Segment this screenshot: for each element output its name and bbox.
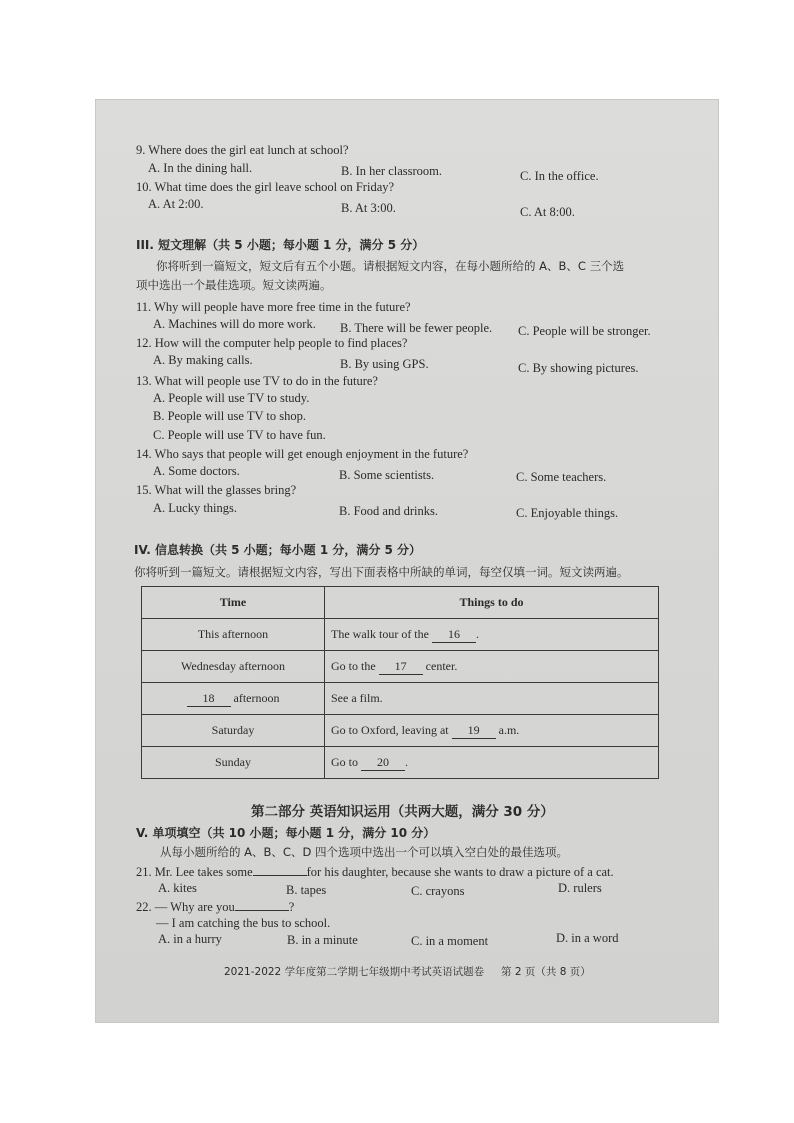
q12-option-c: C. By showing pictures. <box>518 361 639 375</box>
q22-option-c: C. in a moment <box>411 934 489 948</box>
todo-text-post: center. <box>425 658 458 673</box>
q21-option-c: C. crayons <box>411 884 465 898</box>
section-3-instructions-line1: 你将听到一篇短文，短文后有五个小题。请根据短文内容，在每小题所给的 A、B、C 三个选 <box>156 259 625 273</box>
q22-blank <box>235 898 289 911</box>
todo-text-post: . <box>475 626 479 641</box>
question-15: 15. What will the glasses bring? <box>136 483 297 497</box>
q13-option-a: A. People will use TV to study. <box>153 391 310 405</box>
question-10: 10. What time does the girl leave school on Friday? <box>136 180 395 194</box>
q15-option-b: B. Food and drinks. <box>339 504 438 518</box>
q22-text-post: ? <box>288 900 295 914</box>
section-5-instructions: 从每小题所给的 A、B、C、D 四个选项中选出一个可以填入空白处的最佳选项。 <box>160 845 568 859</box>
table-header-row <box>142 587 659 619</box>
column-header-things-to-do: Things to do <box>325 587 659 619</box>
question-13: 13. What will people use TV to do in the future? <box>136 374 378 388</box>
question-9: 9. Where does the girl eat lunch at school? <box>136 143 349 157</box>
todo-cell: See a film. <box>325 683 659 715</box>
q13-option-c: C. People will use TV to have fun. <box>153 428 326 442</box>
time-cell: Wednesday afternoon <box>142 651 325 683</box>
q12-option-a: A. By making calls. <box>153 353 253 367</box>
todo-text-post: . <box>405 754 408 769</box>
q10-option-a: A. At 2:00. <box>148 197 204 211</box>
todo-cell <box>325 715 659 747</box>
q14-option-a: A. Some doctors. <box>153 464 240 478</box>
part-2-title: 第二部分 英语知识运用（共两大题，满分 30 分） <box>251 804 554 820</box>
question-11: 11. Why will people have more free time in the future? <box>136 300 411 314</box>
q11-option-b: B. There will be fewer people. <box>340 321 493 335</box>
q10-option-c: C. At 8:00. <box>520 205 575 219</box>
todo-text-post: a.m. <box>498 722 520 737</box>
q9-option-b: B. In her classroom. <box>341 164 443 178</box>
q9-option-c: C. In the office. <box>520 169 599 183</box>
todo-text: Go to Oxford, leaving at <box>331 722 449 737</box>
question-21 <box>136 863 614 880</box>
section-5-title: V. 单项填空（共 10 小题；每小题 1 分，满分 10 分） <box>136 826 436 840</box>
todo-text: Go to <box>331 754 358 769</box>
todo-cell <box>325 651 659 683</box>
q21-text-post: for his daughter, because she wants to draw a picture of a cat. <box>306 865 614 879</box>
table-row <box>142 747 659 779</box>
blank-19: 19 <box>452 723 496 739</box>
q22-option-b: B. in a minute <box>287 933 358 947</box>
question-22 <box>136 898 294 915</box>
q22-option-a: A. in a hurry <box>158 932 222 946</box>
time-cell: Sunday <box>142 747 325 779</box>
table-row <box>142 715 659 747</box>
todo-cell <box>325 747 659 779</box>
question-14: 14. Who says that people will get enough enjoyment in the future? <box>136 447 469 461</box>
footer-exam-title: 2021-2022 学年度第二学期七年级期中考试英语试题卷 <box>224 966 485 978</box>
todo-cell <box>325 619 659 651</box>
q10-option-b: B. At 3:00. <box>341 201 396 215</box>
section-3-instructions-line2: 项中选出一个最佳选项。短文读两遍。 <box>136 278 332 292</box>
q15-option-a: A. Lucky things. <box>153 501 238 515</box>
time-cell: Saturday <box>142 715 325 747</box>
column-header-time: Time <box>142 587 325 619</box>
q9-option-a: A. In the dining hall. <box>148 161 253 175</box>
q11-option-a: A. Machines will do more work. <box>153 317 316 331</box>
section-4-instructions: 你将听到一篇短文。请根据短文内容，写出下面表格中所缺的单词，每空仅填一词。短文读两遍。 <box>134 565 629 579</box>
q14-option-b: B. Some scientists. <box>339 468 435 482</box>
blank-16: 16 <box>432 627 476 643</box>
blank-17: 17 <box>379 659 423 675</box>
section-3-title: III. 短文理解（共 5 小题；每小题 1 分，满分 5 分） <box>136 238 425 252</box>
q22-option-d: D. in a word <box>556 931 619 945</box>
q15-option-c: C. Enjoyable things. <box>516 506 619 520</box>
time-cell: This afternoon <box>142 619 325 651</box>
q21-option-d: D. rulers <box>558 881 602 895</box>
exam-page <box>96 100 718 1022</box>
q21-option-a: A. kites <box>158 881 197 895</box>
table-row <box>142 619 659 651</box>
q21-option-b: B. tapes <box>286 883 327 897</box>
todo-text: Go to the <box>331 658 376 673</box>
q22-response: — I am catching the bus to school. <box>156 916 331 930</box>
blank-20: 20 <box>361 755 405 771</box>
time-cell <box>142 683 325 715</box>
todo-text: The walk tour of the <box>331 626 429 641</box>
q22-text-pre: 22. — Why are you <box>136 900 235 914</box>
footer-page-number: 第 2 页（共 8 页） <box>501 966 591 978</box>
question-12: 12. How will the computer help people to find places? <box>136 336 408 350</box>
section-4-title: IV. 信息转换（共 5 小题；每小题 1 分，满分 5 分） <box>134 543 422 557</box>
q14-option-c: C. Some teachers. <box>516 470 607 484</box>
q21-blank <box>253 863 307 876</box>
q12-option-b: B. By using GPS. <box>340 357 429 371</box>
q21-text-pre: 21. Mr. Lee takes some <box>136 865 253 879</box>
blank-18: 18 <box>187 691 231 707</box>
table-row <box>142 651 659 683</box>
info-table <box>141 586 659 779</box>
q13-option-b: B. People will use TV to shop. <box>153 409 307 423</box>
q11-option-c: C. People will be stronger. <box>518 324 651 338</box>
time-text: afternoon <box>233 690 280 705</box>
table-row <box>142 683 659 715</box>
